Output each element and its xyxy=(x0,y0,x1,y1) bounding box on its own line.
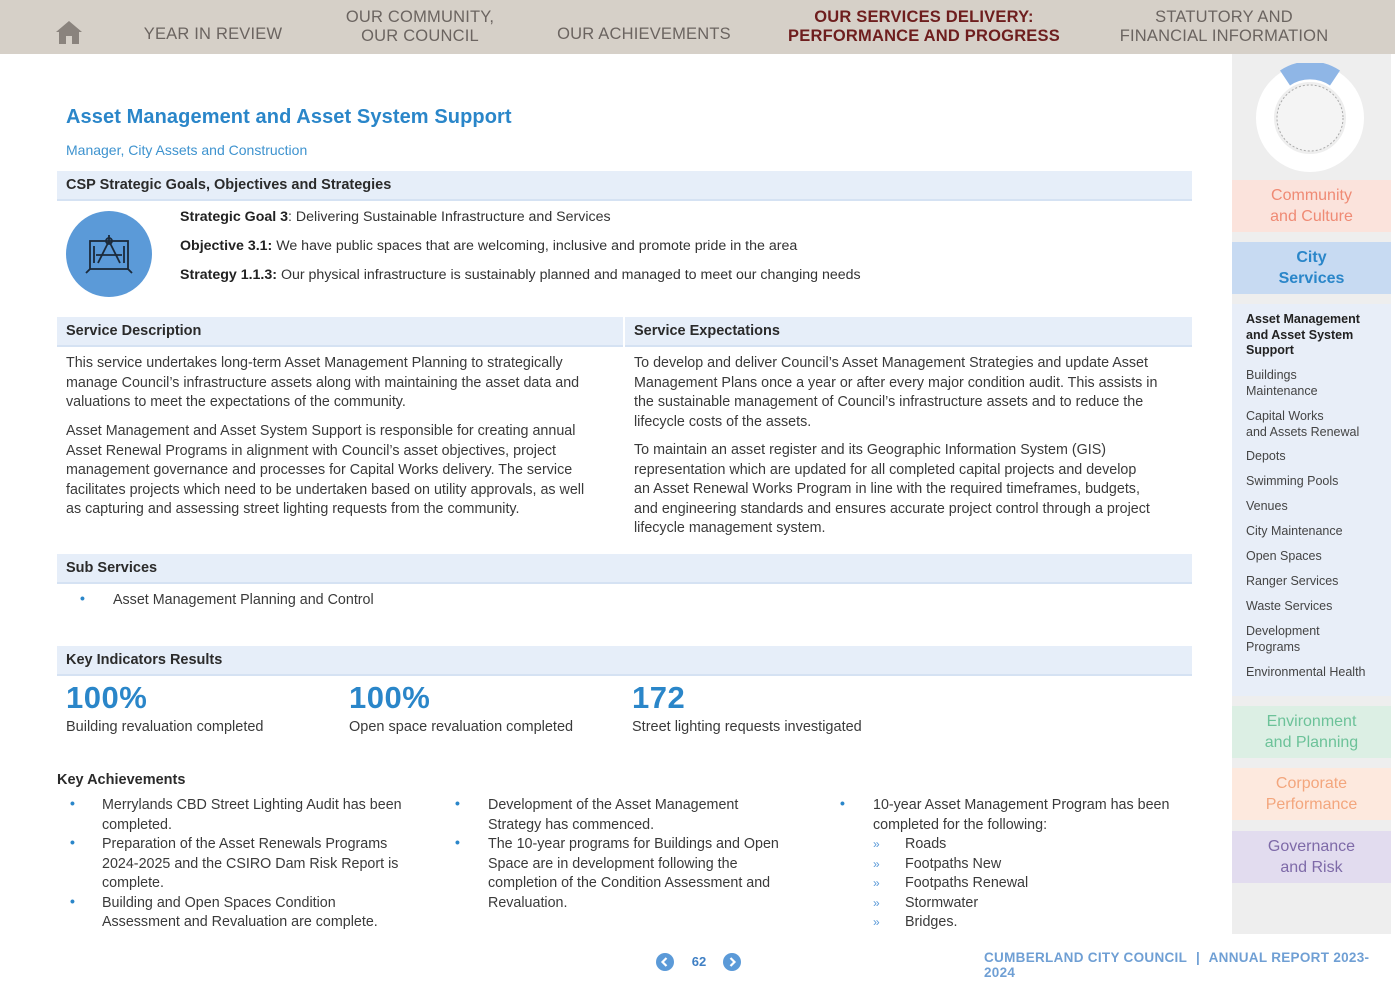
sidebar-link[interactable] xyxy=(1246,409,1359,440)
chevron-bullet: » xyxy=(873,837,880,851)
service-expectations-paragraph-2 xyxy=(634,441,1150,539)
objective-text: We have public spaces that are welcoming, inclusive and promote pride in the area xyxy=(272,238,798,254)
service-expectations-paragraph-1 xyxy=(634,354,1157,432)
nav-label-line2: OUR COUNCIL xyxy=(361,27,479,45)
nav-label-line1: OUR SERVICES DELIVERY: xyxy=(814,8,1034,26)
nav-label-line2: FINANCIAL INFORMATION xyxy=(1119,27,1329,45)
text-line: Asset Management and Asset System Support is responsible for creating annual xyxy=(66,423,576,439)
text-line: manage Council’s infrastructure assets along with maintaining the asset data and xyxy=(66,374,580,391)
page-subtitle: Manager, City Assets and Construction xyxy=(66,142,308,158)
text-line: completed. xyxy=(102,816,172,833)
achievement-sub-item: Stormwater xyxy=(905,894,979,911)
sidebar-link-line: and Asset System xyxy=(1246,327,1354,342)
strategic-goal xyxy=(180,209,611,225)
text-line: Development of the Asset Management xyxy=(488,797,739,813)
card-label-line1: Corporate xyxy=(1275,775,1348,792)
key-indicators-heading: Key Indicators Results xyxy=(57,646,1192,676)
sidebar-link[interactable] xyxy=(1246,665,1366,681)
sidebar-link[interactable] xyxy=(1246,599,1332,615)
card-label-line2: Services xyxy=(1278,270,1345,287)
section-progress-donut xyxy=(1255,63,1365,173)
achievement-item xyxy=(102,796,402,835)
sidebar-link-line: Swimming Pools xyxy=(1246,474,1339,488)
text-line: completed for the following: xyxy=(873,816,1048,833)
next-page-button[interactable] xyxy=(723,953,741,971)
text-line: facilitates projects which need to be undertaken based on utility approvals, as well xyxy=(66,481,585,498)
sidebar-link[interactable] xyxy=(1246,549,1322,565)
kpi-label: Street lighting requests investigated xyxy=(632,719,862,735)
card-label-line2: Performance xyxy=(1265,796,1358,813)
bullet: • xyxy=(70,795,75,811)
bullet: • xyxy=(70,834,75,850)
text-line: Asset Renewal Programs in alignment with Council’s asset objectives, project xyxy=(66,442,557,459)
text-line: lifecycle management system. xyxy=(634,520,826,536)
text-line: completion of the Condition Assessment and xyxy=(488,875,771,891)
objective-label: Objective 3.1: xyxy=(180,238,273,254)
service-description-heading: Service Description xyxy=(57,317,623,347)
achievement-sub-item: Footpaths New xyxy=(905,855,1002,872)
infrastructure-goal-icon xyxy=(66,211,152,297)
nav-our-achievements[interactable] xyxy=(544,0,744,54)
achievement-sub-item: Bridges. xyxy=(905,914,958,930)
text-line: and engineering standards and ensures accurate project control through a project xyxy=(634,500,1150,517)
card-label-line2: and Planning xyxy=(1264,734,1359,751)
achievement-sub-item: Roads xyxy=(905,836,947,852)
nav-statutory-financial[interactable] xyxy=(1104,0,1344,54)
nav-label: OUR ACHIEVEMENTS xyxy=(557,24,731,43)
home-icon[interactable] xyxy=(54,19,84,45)
sub-services-heading: Sub Services xyxy=(57,554,1192,584)
sidebar-link-line: Ranger Services xyxy=(1246,574,1339,588)
sidebar-link-line: Venues xyxy=(1246,499,1288,513)
objective xyxy=(180,238,797,254)
sidebar-link-line: Capital Works xyxy=(1246,409,1324,423)
sidebar-card-governance-risk[interactable] xyxy=(1232,831,1391,883)
card-label-line2: and Culture xyxy=(1270,208,1353,225)
chevron-bullet: » xyxy=(873,876,880,890)
text-line: 2024-2025 and the CSIRO Dam Risk Report is xyxy=(102,855,399,872)
nav-label-line1: OUR COMMUNITY, xyxy=(345,8,495,26)
sidebar-card-community-culture[interactable] xyxy=(1232,180,1391,232)
sidebar-link-line: City Maintenance xyxy=(1246,524,1343,538)
text-line: To maintain an asset register and its Geographic Information System (GIS) xyxy=(634,442,1107,458)
text-line: the sustainable management of Council’s infrastructure assets and to reduce the xyxy=(634,394,1144,410)
footer-separator: | xyxy=(1195,950,1201,965)
text-line: 10-year Asset Management Program has been xyxy=(873,797,1170,813)
text-line: The 10-year programs for Buildings and Open xyxy=(488,836,779,852)
bullet: • xyxy=(70,892,75,909)
strategy xyxy=(180,267,861,283)
sub-service-item: Asset Management Planning and Control xyxy=(113,592,374,608)
kpi-value: 172 xyxy=(632,680,686,715)
sidebar-link[interactable] xyxy=(1246,474,1338,490)
text-line: Building and Open Spaces Condition xyxy=(102,894,336,911)
bullet: • xyxy=(840,795,845,811)
service-description-paragraph-1 xyxy=(66,354,579,413)
achievement-item xyxy=(488,796,738,835)
text-line: Assessment and Revaluation are complete. xyxy=(102,914,378,930)
service-expectations-heading: Service Expectations xyxy=(625,317,1192,347)
sidebar-link[interactable] xyxy=(1246,574,1338,590)
kpi-value: 100% xyxy=(349,680,431,715)
sidebar-link-line: Development xyxy=(1246,624,1320,638)
bullet: • xyxy=(455,834,460,850)
service-description-paragraph-2 xyxy=(66,422,584,520)
text-line: To develop and deliver Council’s Asset Management Strategies and update Asset xyxy=(634,355,1148,371)
sidebar-link[interactable] xyxy=(1246,449,1286,465)
sidebar-link-line: Programs xyxy=(1246,639,1301,654)
card-label-line1: Governance xyxy=(1267,838,1356,855)
sidebar-link-line: and Assets Renewal xyxy=(1246,424,1360,439)
achievement-item xyxy=(873,796,1169,835)
bullet: • xyxy=(455,795,460,811)
csp-heading: CSP Strategic Goals, Objectives and Strategies xyxy=(57,171,1192,201)
sidebar-link-line: Environmental Health xyxy=(1246,665,1366,679)
key-achievements-heading: Key Achievements xyxy=(57,772,186,788)
sidebar-link-line: Support xyxy=(1246,343,1294,357)
text-line: valuations to meet the expectations of the community. xyxy=(66,394,406,410)
text-line: representation which are updated for all completed capital projects and develop xyxy=(634,461,1137,478)
chevron-bullet: » xyxy=(873,895,880,910)
card-label-line1: Environment xyxy=(1266,713,1357,730)
card-label-line1: City xyxy=(1296,249,1327,266)
sidebar-link-line: Buildings xyxy=(1246,368,1297,382)
goal-label: Strategic Goal 3 xyxy=(180,209,289,225)
chevron-bullet: » xyxy=(873,915,880,929)
sidebar-link-line: Open Spaces xyxy=(1246,549,1322,563)
sidebar-link[interactable] xyxy=(1246,368,1318,399)
strategy-text: Our physical infrastructure is sustainably planned and managed to meet our changing needs xyxy=(277,267,861,283)
achievement-item xyxy=(102,894,378,933)
text-line: an Asset Renewal Works Program in line with the required timeframes, budgets, xyxy=(634,481,1140,497)
text-line: Revaluation. xyxy=(488,894,568,911)
page-title: Asset Management and Asset System Support xyxy=(66,106,512,128)
text-line: as capturing and assessing street lighting requests from the community. xyxy=(66,501,520,517)
sidebar-link[interactable] xyxy=(1246,624,1320,655)
chevron-left-icon xyxy=(656,953,674,971)
sidebar-link[interactable] xyxy=(1246,499,1288,515)
kpi-value: 100% xyxy=(66,680,148,715)
chevron-bullet: » xyxy=(873,856,880,871)
nav-our-community[interactable] xyxy=(320,0,520,54)
text-line: Management Plans once a year or after every major condition audit. This assists in xyxy=(634,374,1158,391)
card-label-line2: and Risk xyxy=(1280,859,1343,876)
report-name: ANNUAL REPORT 2023-2024 xyxy=(984,950,1370,980)
strategy-label: Strategy 1.1.3: xyxy=(180,267,277,283)
sidebar-link[interactable] xyxy=(1246,312,1360,359)
text-line: complete. xyxy=(102,875,164,891)
top-navigation xyxy=(0,0,1395,54)
sidebar-link-line: Asset Management xyxy=(1246,312,1360,326)
text-line: lifecycle costs of the assets. xyxy=(634,413,812,430)
sidebar-link[interactable] xyxy=(1246,524,1343,540)
achievement-item xyxy=(102,835,398,894)
council-name: CUMBERLAND CITY COUNCIL xyxy=(984,950,1187,965)
page-number: 62 xyxy=(691,954,707,969)
footer-report-title xyxy=(984,950,1395,980)
text-line: Space are in development following the xyxy=(488,855,738,872)
nav-label: YEAR IN REVIEW xyxy=(143,24,283,43)
achievement-sub-item: Footpaths Renewal xyxy=(905,875,1029,891)
achievement-item xyxy=(488,835,779,913)
nav-our-services-delivery[interactable] xyxy=(770,0,1078,54)
sidebar-card-environment-planning[interactable] xyxy=(1232,706,1391,758)
nav-year-in-review[interactable] xyxy=(128,0,298,54)
sidebar-link-line: Depots xyxy=(1246,449,1286,463)
goal-text: : Delivering Sustainable Infrastructure and Services xyxy=(288,209,611,225)
text-line: Merrylands CBD Street Lighting Audit has been xyxy=(102,797,402,813)
text-line: This service undertakes long-term Asset Management Planning to strategically xyxy=(66,355,563,371)
nav-label-line1: STATUTORY AND xyxy=(1155,8,1293,26)
card-label-line1: Community xyxy=(1271,187,1352,204)
sidebar-link-line: Maintenance xyxy=(1246,383,1318,398)
nav-label-line2: PERFORMANCE AND PROGRESS xyxy=(788,27,1060,45)
bullet: • xyxy=(80,590,85,606)
text-line: Strategy has commenced. xyxy=(488,816,655,833)
previous-page-button[interactable] xyxy=(656,953,674,971)
kpi-label: Building revaluation completed xyxy=(66,719,264,735)
blueprint-icon xyxy=(66,211,152,297)
sidebar-link-line: Waste Services xyxy=(1246,599,1333,613)
text-line: Preparation of the Asset Renewals Programs xyxy=(102,836,388,852)
sidebar-card-corporate-performance[interactable] xyxy=(1232,768,1391,820)
chevron-right-icon xyxy=(723,953,741,971)
kpi-label: Open space revaluation completed xyxy=(349,719,574,735)
sidebar-card-city-services[interactable] xyxy=(1232,242,1391,294)
text-line: management governance and processes for Capital Works delivery. The service xyxy=(66,462,573,478)
